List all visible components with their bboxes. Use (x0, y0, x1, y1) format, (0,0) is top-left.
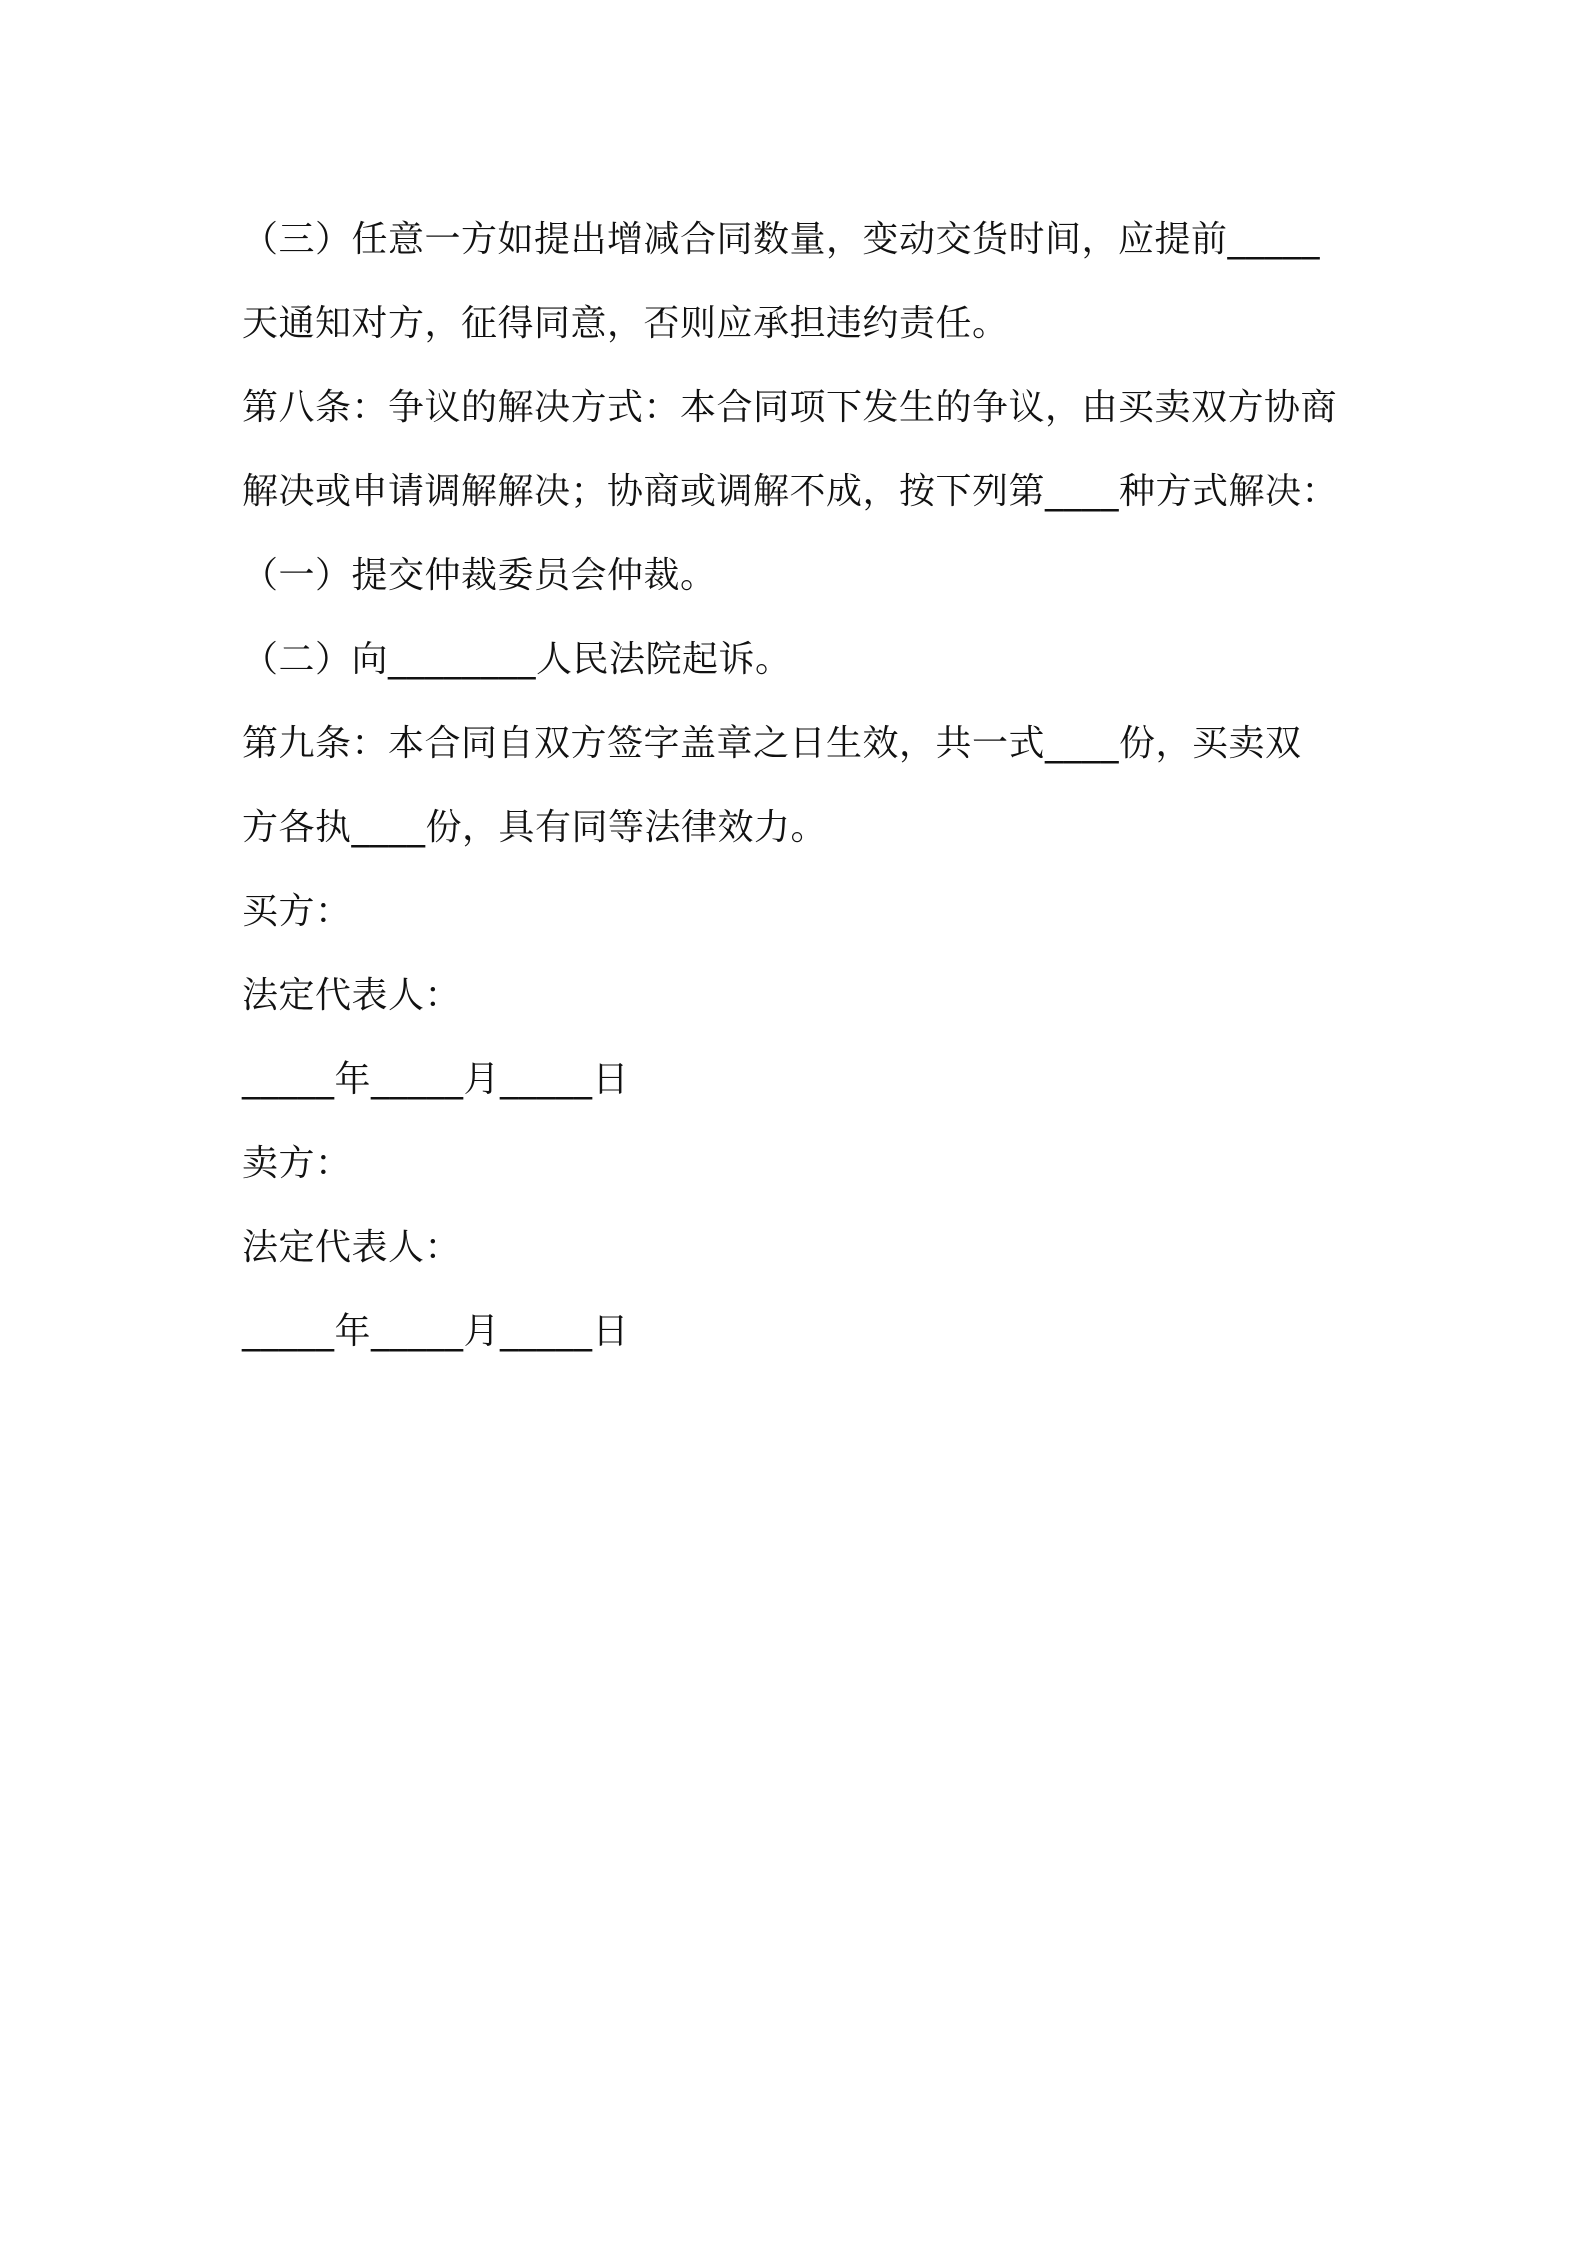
seller-date: _____年_____月_____日 (242, 1311, 630, 1352)
buyer-legal-representative: 法定代表人： (242, 975, 462, 1016)
article-8-line-2: 解决或申请调解解决；协商或调解不成，按下列第____种方式解决： (242, 471, 1339, 512)
clause-3-text-line-1: （三）任意一方如提出增减合同数量，变动交货时间，应提前_____ (242, 219, 1321, 260)
article-8-line-1: 第八条：争议的解决方式：本合同项下发生的争议，由买卖双方协商 (242, 387, 1338, 428)
article-9-line-2: 方各执____份，具有同等法律效力。 (242, 807, 828, 848)
seller-label: 卖方： (242, 1143, 352, 1184)
seller-legal-representative: 法定代表人： (242, 1227, 462, 1268)
document-body (242, 198, 1362, 1374)
buyer-date: _____年_____月_____日 (242, 1059, 630, 1100)
clause-3-text-line-2: 天通知对方，征得同意，否则应承担违约责任。 (242, 303, 1009, 344)
option-2-court: （二）向________人民法院起诉。 (242, 639, 792, 680)
option-1-arbitration: （一）提交仲裁委员会仲裁。 (242, 555, 717, 596)
article-9-line-1: 第九条：本合同自双方签字盖章之日生效，共一式____份，买卖双 (242, 723, 1302, 764)
buyer-label: 买方： (242, 891, 352, 932)
